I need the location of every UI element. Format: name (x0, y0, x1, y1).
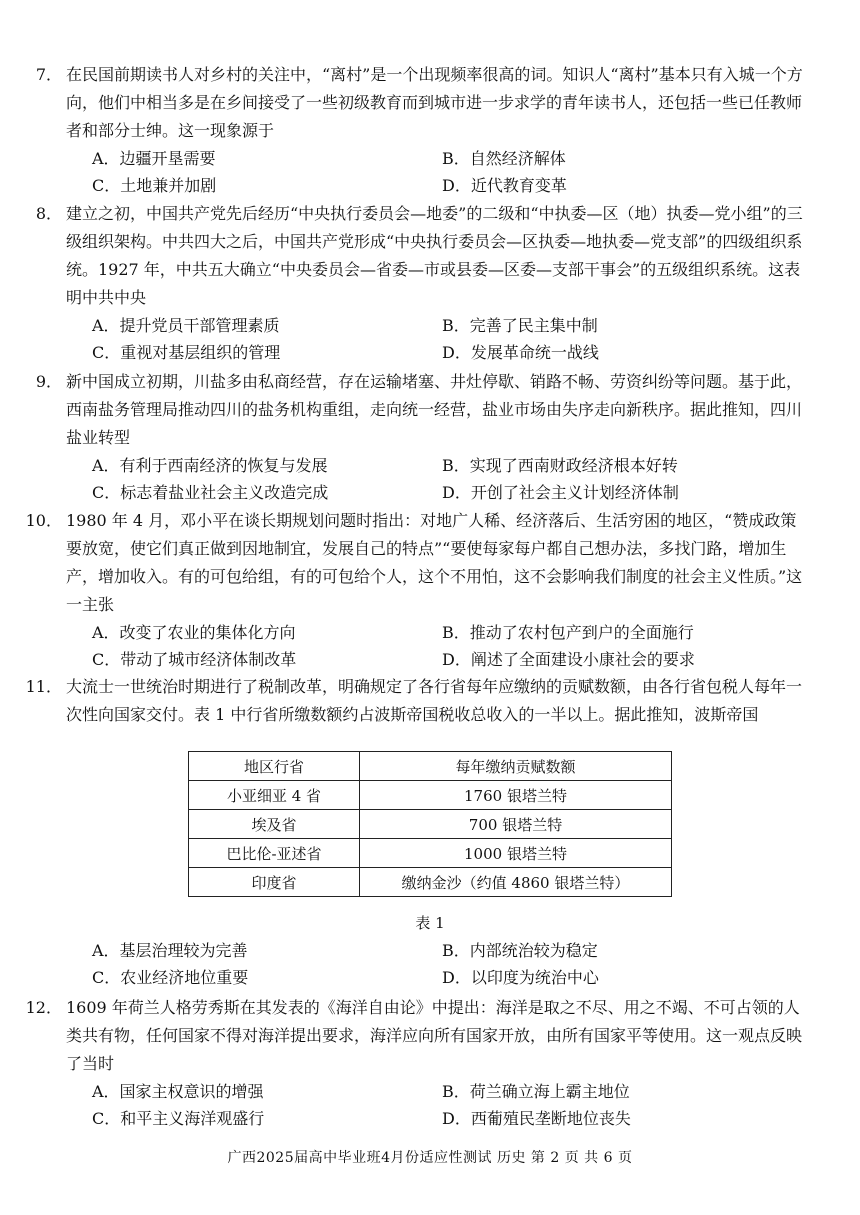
option-d: D．阐述了全面建设小康社会的要求 (442, 650, 695, 669)
options (92, 312, 810, 366)
option-a: A．国家主权意识的增强 (92, 1082, 264, 1101)
option-c: C．农业经济地位重要 (92, 968, 249, 987)
question-number: 10． (25, 511, 62, 530)
options (92, 619, 810, 673)
option-a: A．有利于西南经济的恢复与发展 (92, 456, 328, 475)
option-b: B．完善了民主集中制 (442, 316, 598, 335)
options (92, 1078, 810, 1132)
option-a: A．提升党员干部管理素质 (92, 316, 280, 335)
question-stem: 新中国成立初期，川盐多由私商经营，存在运输堵塞、井灶停歇、销路不畅、劳资纠纷等问题。基于此，西南盐务管理局推动四川的盐务机构重组，走向统一经营，盐业市场由失序走向新秩序。据此推知，四川盐业转型 (66, 372, 803, 447)
question-number: 12． (25, 998, 62, 1017)
table-header: 地区行省 (189, 752, 360, 781)
option-b: B．实现了西南财政经济根本好转 (442, 456, 678, 475)
table-cell: 缴纳金沙（约值 4860 银塔兰特） (360, 868, 672, 897)
option-a: A．改变了农业的集体化方向 (92, 623, 296, 642)
option-b: B．荷兰确立海上霸主地位 (442, 1082, 630, 1101)
options (92, 145, 810, 199)
options (92, 937, 810, 991)
option-c: C．和平主义海洋观盛行 (92, 1109, 265, 1128)
option-a: A．基层治理较为完善 (92, 941, 248, 960)
option-d: D．近代教育变革 (442, 176, 567, 195)
option-c: C．标志着盐业社会主义改造完成 (92, 483, 329, 502)
options (92, 452, 810, 506)
option-c: C．重视对基层组织的管理 (92, 343, 281, 362)
question-number: 7． (35, 65, 62, 84)
question-12 (0, 994, 860, 1132)
question-11-options (0, 937, 860, 991)
question-number: 8． (35, 204, 62, 223)
table-row (189, 839, 672, 868)
question-stem: 在民国前期读书人对乡村的关注中，“离村”是一个出现频率很高的词。知识人“离村”基本只有入城一个方向，他们中相当多是在乡间接受了一些初级教育而到城市进一步求学的青年读书人，还包括一些已任教师者和部分士绅。这一现象源于 (66, 65, 803, 140)
question-10 (0, 507, 860, 673)
option-d: D．开创了社会主义计划经济体制 (442, 483, 679, 502)
question-stem: 1980 年 4 月，邓小平在谈长期规划问题时指出：对地广人稀、经济落后、生活穷困的地区，“赞成政策要放宽，使它们真正做到因地制宜，发展自己的特点”“要使每家每户都自己想办法，多找门路，增加生产，增加收入。有的可包给组，有的可包给个人，这个不用怕，这不会影响我们制度的社会主义性质。”这一主张 (66, 511, 803, 614)
option-a: A．边疆开垦需要 (92, 149, 216, 168)
table-cell: 1760 银塔兰特 (360, 781, 672, 810)
question-stem: 大流士一世统治时期进行了税制改革，明确规定了各行省每年应缴纳的贡赋数额，由各行省包税人每年一次性向国家交付。表 1 中行省所缴数额约占波斯帝国税收总收入的一半以上。据此推知，波斯帝国 (66, 677, 803, 724)
table-row (189, 781, 672, 810)
question-stem: 建立之初，中国共产党先后经历“中央执行委员会—地委”的二级和“中执委—区（地）执委—党小组”的三级组织架构。中共四大之后，中国共产党形成“中央执行委员会—区执委—地执委—党支部”的四级组织系统。1927 年，中共五大确立“中央委员会—省委—市或县委—区委—支部干事会”的五级组织系统。这表明中共中央 (66, 204, 803, 307)
table-cell: 印度省 (189, 868, 360, 897)
option-d: D．发展革命统一战线 (442, 343, 599, 362)
table-cell: 1000 银塔兰特 (360, 839, 672, 868)
option-b: B．推动了农村包产到户的全面施行 (442, 623, 694, 642)
option-b: B．内部统治较为稳定 (442, 941, 598, 960)
question-number: 9． (35, 372, 62, 391)
option-d: D．以印度为统治中心 (442, 968, 599, 987)
question-7 (0, 61, 860, 199)
question-stem: 1609 年荷兰人格劳秀斯在其发表的《海洋自由论》中提出：海洋是取之不尽、用之不竭、不可占领的人类共有物，任何国家不得对海洋提出要求，海洋应向所有国家开放，由所有国家平等使用。这一观点反映了当时 (66, 998, 803, 1073)
table-row (189, 810, 672, 839)
table-row (189, 868, 672, 897)
question-number: 11． (25, 677, 62, 696)
question-11 (0, 673, 860, 729)
option-c: C．带动了城市经济体制改革 (92, 650, 297, 669)
page-footer: 广西2025届高中毕业班4月份适应性测试 历史 第 2 页 共 6 页 (227, 1150, 633, 1166)
question-9 (0, 368, 860, 506)
question-8 (0, 200, 860, 366)
table-cell: 700 银塔兰特 (360, 810, 672, 839)
table-cell: 小亚细亚 4 省 (189, 781, 360, 810)
option-b: B．自然经济解体 (442, 149, 566, 168)
option-d: D．西葡殖民垄断地位丧失 (442, 1109, 631, 1128)
table-cell: 巴比伦-亚述省 (189, 839, 360, 868)
table-header-row (189, 752, 672, 781)
table-header: 每年缴纳贡赋数额 (360, 752, 672, 781)
option-c: C．土地兼并加剧 (92, 176, 217, 195)
tribute-table (188, 751, 672, 897)
table-cell: 埃及省 (189, 810, 360, 839)
table-caption: 表 1 (415, 914, 445, 932)
